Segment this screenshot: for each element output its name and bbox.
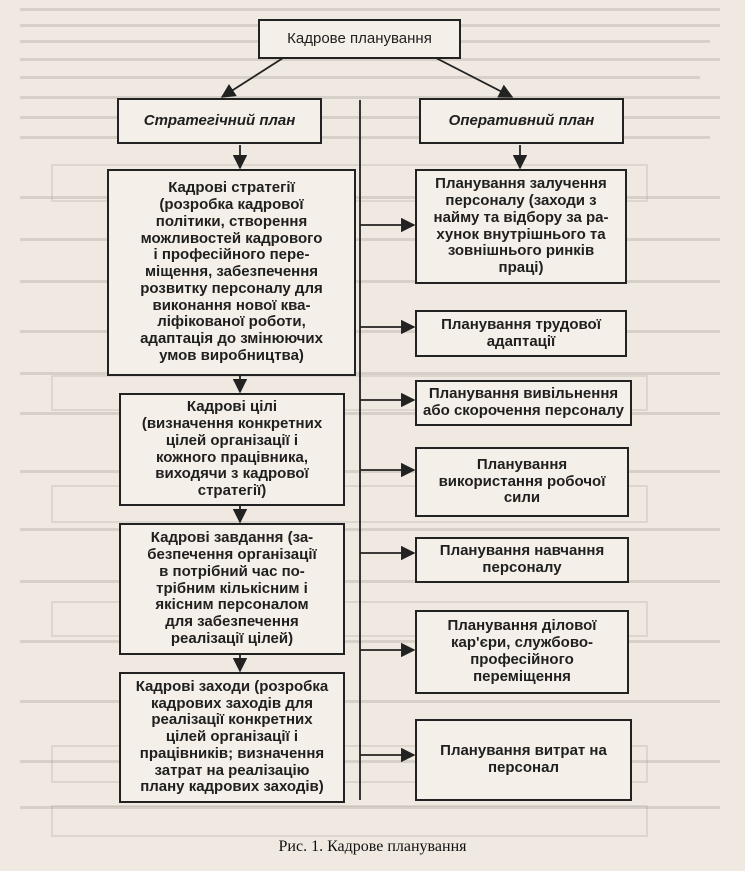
career-planning-box: Планування ділової кар'єри, службово- професійного переміщення	[415, 610, 629, 694]
hr-strategies-box: Кадрові стратегії (розробка кадрової політики, створення можливостей кадрового і професійного пере- міщення, забезпечення розвитку персоналу для виконання нової ква- ліфікованої роботи, адаптація до змінюючих умов виробництва)	[107, 169, 356, 376]
arrow-root-to-operative	[436, 58, 512, 97]
operative-plan-box: Оперативний план	[419, 98, 624, 144]
attraction-planning-box: Планування залучення персоналу (заходи з найму та відбору за ра- хунок внутрішнього та зовнішнього ринків праці)	[415, 169, 627, 284]
figure-caption: Рис. 1. Кадрове планування	[278, 838, 467, 855]
hr-measures-box: Кадрові заходи (розробка кадрових заходів для реалізації конкретних цілей організації і працівників; визначення затрат на реалізацію плану кадрових заходів)	[119, 672, 345, 803]
root-box: Кадрове планування	[258, 19, 461, 59]
training-planning-box: Планування навчання персоналу	[415, 537, 629, 583]
hr-tasks-box: Кадрові завдання (за- безпечення організації в потрібний час по- трібним кількісним і якісним персоналом для забезпечення реалізації цілей)	[119, 523, 345, 655]
release-planning-box: Планування вивільнення або скорочення персоналу	[415, 380, 632, 426]
workforce-use-planning-box: Планування використання робочої сили	[415, 447, 629, 517]
hr-goals-box: Кадрові цілі (визначення конкретних цілей організації і кожного працівника, виходячи з кадрової стратегії)	[119, 393, 345, 506]
strategic-plan-box: Стратегічний план	[117, 98, 322, 144]
adaptation-planning-box: Планування трудової адаптації	[415, 310, 627, 357]
arrow-root-to-strategic	[222, 58, 283, 97]
costs-planning-box: Планування витрат на персонал	[415, 719, 632, 801]
